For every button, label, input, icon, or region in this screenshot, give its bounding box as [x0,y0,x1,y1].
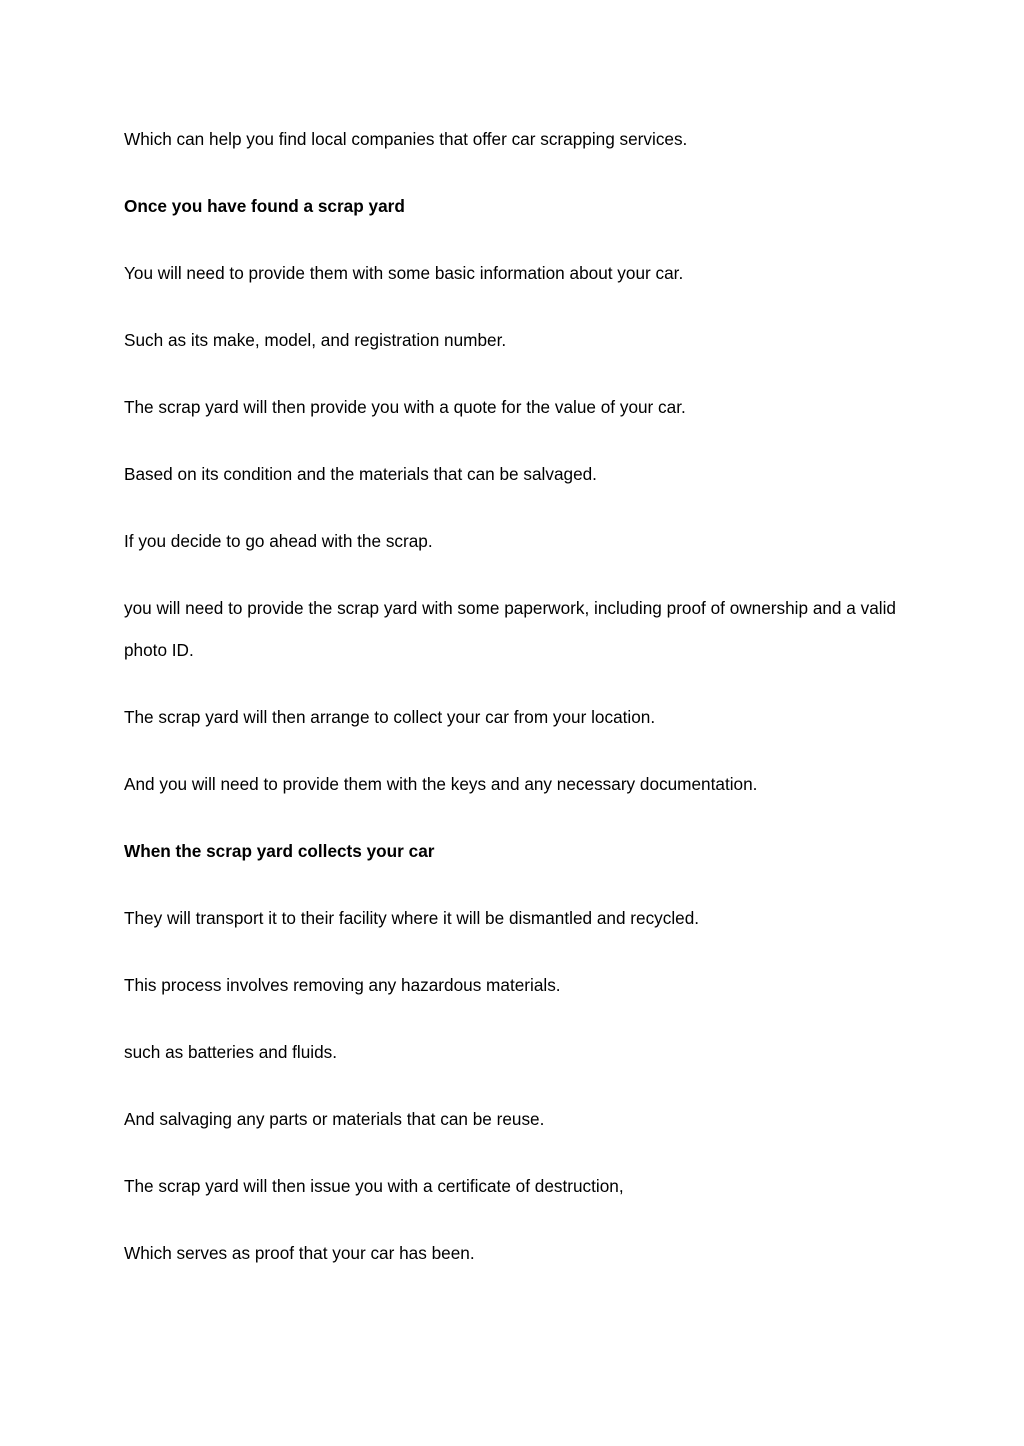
paragraph: This process involves removing any hazardous materials. [124,974,561,995]
paragraph: The scrap yard will then provide you with a quote for the value of your car. [124,397,686,417]
paragraph: you will need to provide the scrap yard with some paperwork, including proof of ownership and a valid photo ID. [124,598,896,660]
paragraph: Such as its make, model, and registration number. [124,330,507,350]
paragraph: The scrap yard will then issue you with a certificate of destruction, [124,1175,624,1196]
section-heading: When the scrap yard collects your car [124,840,435,861]
paragraph: Which can help you find local companies that offer car scrapping services. [124,129,688,149]
paragraph: They will transport it to their facility where it will be dismantled and recycled. [124,907,700,928]
section-heading: Once you have found a scrap yard [124,196,405,216]
document-body [124,119,914,1300]
paragraph: If you decide to go ahead with the scrap. [124,531,433,551]
paragraph: such as batteries and fluids. [124,1041,338,1062]
paragraph: And you will need to provide them with the keys and any necessary documentation. [124,773,758,794]
paragraph: Which serves as proof that your car has been. [124,1242,475,1263]
paragraph: And salvaging any parts or materials that can be reuse. [124,1108,545,1129]
paragraph: The scrap yard will then arrange to collect your car from your location. [124,706,656,727]
paragraph: Based on its condition and the materials that can be salvaged. [124,464,597,484]
paragraph: You will need to provide them with some basic information about your car. [124,263,684,283]
